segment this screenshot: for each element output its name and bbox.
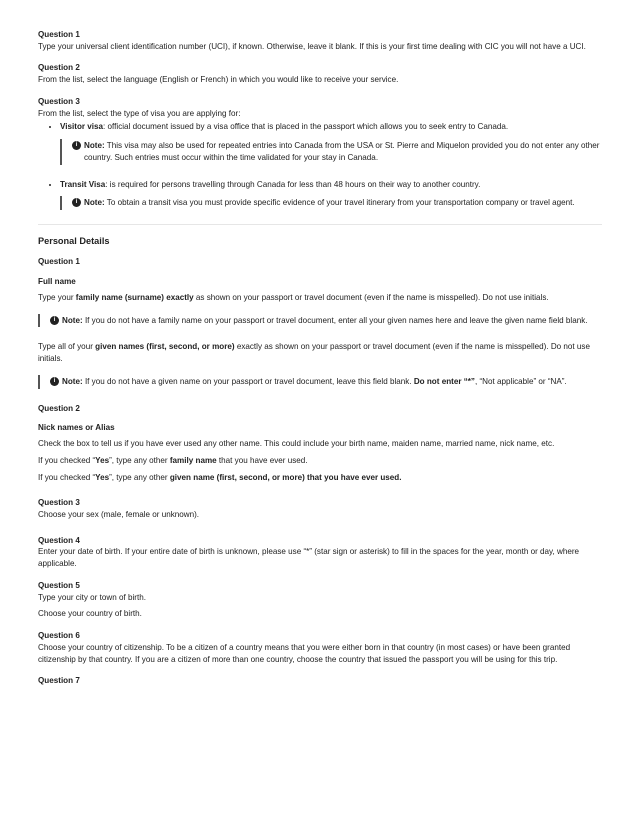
question-heading: Question 1 <box>38 257 80 267</box>
personal-question-2 <box>38 403 602 484</box>
question-text: Enter your date of birth. If your entire date of birth is unknown, please use “*” (star sign or asterisk) to fill in the spaces for the year, month or day, where applicable. <box>38 547 580 569</box>
question-text: From the list, select the language (English or French) in which you would like to receive your service. <box>38 75 399 85</box>
intro-question-2 <box>38 62 602 85</box>
question-text: Check the box to tell us if you have ever used any other name. This could include your birth name, maiden name, married name, nick name, etc. <box>38 439 555 449</box>
intro-question-3 <box>38 96 602 210</box>
question-text: From the list, select the type of visa you are applying for: <box>38 108 241 118</box>
other-given-name-instruction: If you checked “Yes”, type any other given name (first, second, or more) that you have ever used. <box>38 472 402 482</box>
question-heading: Question 1 <box>38 30 80 39</box>
question-heading: Question 6 <box>38 631 80 641</box>
given-name-note: i Note: If you do not have a given name on your passport or travel document, leave this field blank. Do not enter “*”, “Not applicable” or “NA”. <box>38 375 602 389</box>
list-item-visitor-visa <box>60 121 602 178</box>
visitor-visa-term: Visitor visa <box>60 122 104 132</box>
visitor-visa-text: : official document issued by a visa office that is placed in the passport which allows you to seek entry to Canada. <box>103 122 509 132</box>
question-heading: Question 3 <box>38 96 80 106</box>
given-name-instruction: Type all of your given names (first, second, or more) exactly as shown on your passport or travel document (even if the name is misspelled). Do not use initials. <box>38 342 590 364</box>
info-icon: i <box>72 198 81 207</box>
question-subheading: Full name <box>38 277 76 287</box>
question-text: Type your city or town of birth. <box>38 592 146 602</box>
info-icon: i <box>72 141 81 150</box>
question-heading: Question 4 <box>38 535 80 545</box>
transit-visa-text: : is required for persons travelling through Canada for less than 48 hours on their way to another country. <box>105 179 481 189</box>
question-heading: Question 2 <box>38 63 80 73</box>
note-label: Note: <box>84 198 105 208</box>
family-name-note <box>38 314 602 328</box>
personal-question-1 <box>38 256 602 388</box>
intro-question-1 <box>38 29 602 52</box>
personal-question-5 <box>38 580 602 620</box>
transit-visa-note <box>60 196 602 210</box>
question-heading: Question 7 <box>38 676 80 686</box>
section-divider <box>38 224 602 225</box>
family-name-instruction: Type your family name (surname) exactly as shown on your passport or travel document (even if the name is misspelled). Do not use initials. <box>38 292 549 302</box>
question-text: Choose your country of citizenship. To be a citizen of a country means that you were either born in that country (in most cases) or have been granted citizenship by that country. If you are a citizen of more than one country, choose the country that issued the passport you will be using for this trip. <box>38 642 571 664</box>
question-subheading: Nick names or Alias <box>38 423 115 433</box>
transit-visa-term: Transit Visa <box>60 179 106 189</box>
info-icon: i <box>50 316 59 325</box>
personal-question-7 <box>38 675 602 687</box>
question-heading: Question 5 <box>38 580 80 590</box>
list-item-transit-visa <box>60 179 602 210</box>
info-icon: i <box>50 377 59 386</box>
visa-type-list <box>38 121 602 210</box>
visitor-visa-note <box>60 139 602 164</box>
question-heading: Question 2 <box>38 403 80 413</box>
personal-question-3 <box>38 497 602 520</box>
personal-question-4 <box>38 535 602 570</box>
document-page <box>38 29 602 697</box>
question-text: Choose your country of birth. <box>38 609 142 619</box>
question-text: Choose your sex (male, female or unknown). <box>38 509 200 519</box>
question-heading: Question 3 <box>38 498 80 508</box>
note-text: If you do not have a family name on your passport or travel document, enter all your given names here and leave the given name field blank. <box>84 315 588 325</box>
question-text: Type your universal client identification number (UCI), if known. Otherwise, leave it blank. If this is your first time dealing with CIC you will not have a UCI. <box>38 41 586 51</box>
note-text: This visa may also be used for repeated entries into Canada from the USA or St. Pierre and Miquelon provided you do not enter any other country. Such entries must occur within the time validated for your stay in Canada. <box>84 141 600 162</box>
note-label: Note: <box>84 141 105 151</box>
section-title-personal-details: Personal Details <box>38 236 110 247</box>
note-label: Note: <box>62 315 83 325</box>
personal-question-6 <box>38 630 602 665</box>
other-family-name-instruction: If you checked “Yes”, type any other family name that you have ever used. <box>38 455 308 465</box>
note-label: Note: <box>62 376 83 386</box>
note-text: To obtain a transit visa you must provide specific evidence of your travel itinerary from your transportation company or travel agent. <box>106 198 575 208</box>
